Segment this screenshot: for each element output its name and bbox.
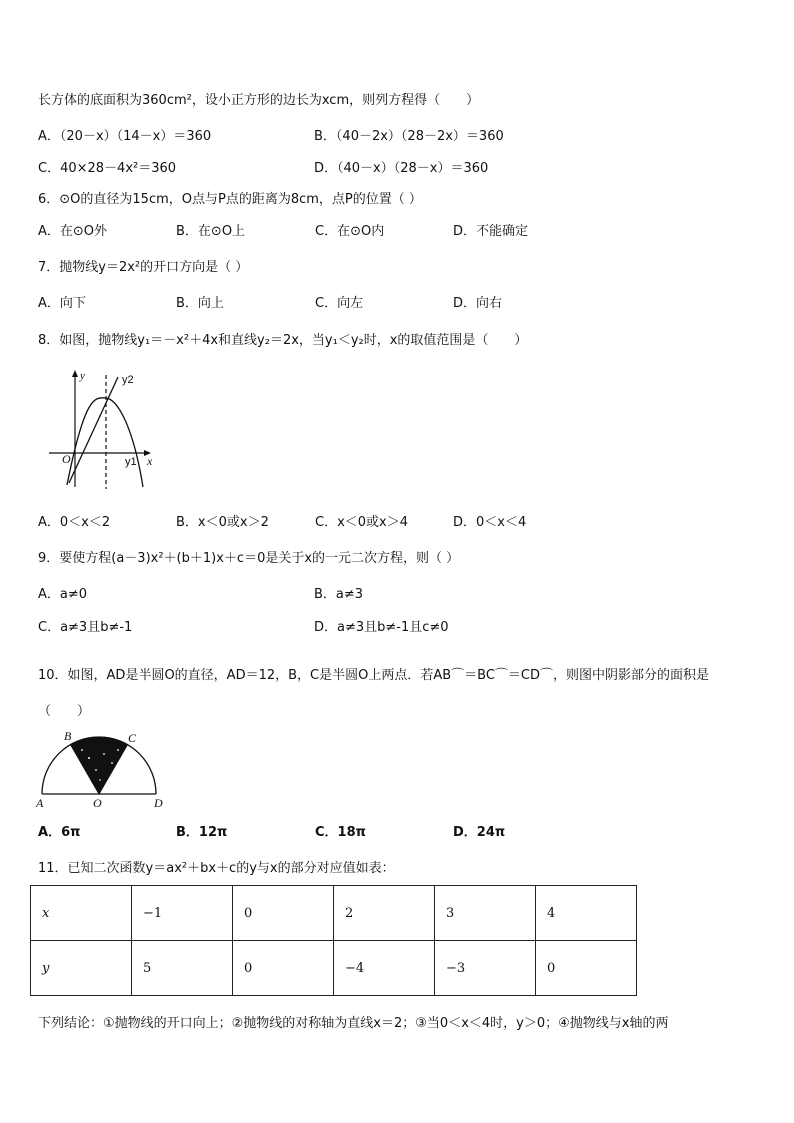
table-cell: 0 [233, 886, 334, 941]
q9-option-a[interactable]: A．a≠0 [38, 587, 88, 602]
q5-option-d[interactable]: D．（40－x）（28－x）＝360 [314, 161, 489, 176]
q7-option-a[interactable]: A．向下 [38, 296, 86, 311]
q10-label-a: A [36, 796, 44, 810]
q10-option-b[interactable]: B．12π [176, 825, 228, 840]
q10-stem-tail: （ ） [38, 704, 91, 719]
q7-stem: 7．抛物线y＝2x²的开口方向是（ ） [38, 260, 249, 275]
q10-shaded-sector [71, 737, 128, 794]
q8-stem: 8．如图，抛物线y₁＝－x²＋4x和直线y₂＝2x，当y₁＜y₂时，x的取值范围是（ ） [38, 333, 528, 348]
q6-option-b[interactable]: B．在⊙O上 [176, 224, 246, 239]
table-row [31, 941, 637, 996]
table-cell: 3 [435, 886, 536, 941]
q8-option-a[interactable]: A．0＜x＜2 [38, 515, 111, 530]
table-cell: 2 [334, 886, 435, 941]
q6-option-a[interactable]: A．在⊙O外 [38, 224, 108, 239]
q10-option-a[interactable]: A．6π [38, 825, 81, 840]
q10-label-b: B [64, 729, 72, 743]
table-cell: 4 [536, 886, 637, 941]
q10-option-d[interactable]: D．24π [453, 825, 506, 840]
q8-y-axis-arrow [72, 370, 78, 377]
q5-stem: 长方体的底面积为360cm²，设小正方形的边长为xcm，则列方程得（ ） [38, 93, 480, 108]
table-cell: −1 [132, 886, 233, 941]
q9-option-d[interactable]: D．a≠3且b≠-1且c≠0 [314, 620, 449, 635]
table-cell: 5 [132, 941, 233, 996]
q8-option-c[interactable]: C．x＜0或x＞4 [315, 515, 409, 530]
q10-semicircle-figure [34, 728, 174, 810]
q8-x-axis-label: x [147, 454, 153, 468]
q6-option-d[interactable]: D．不能确定 [453, 224, 529, 239]
q9-option-c[interactable]: C．a≠3且b≠-1 [38, 620, 133, 635]
q10-label-c: C [128, 731, 137, 745]
table-header-x: x [31, 886, 132, 941]
q6-stem: 6．⊙O的直径为15cm，O点与P点的距离为8cm，点P的位置（ ） [38, 192, 422, 207]
table-row [31, 886, 637, 941]
q8-graph-figure [45, 365, 165, 495]
q8-origin-label: O [62, 452, 71, 466]
table-header-y: y [31, 941, 132, 996]
q8-option-d[interactable]: D．0＜x＜4 [453, 515, 527, 530]
q8-parabola-label: y1 [125, 456, 137, 468]
q8-y-axis-label: y [80, 370, 85, 382]
q11-conclusions: 下列结论：①抛物线的开口向上；②抛物线的对称轴为直线x＝2；③当0＜x＜4时，y＞0；④抛物线与x轴的两 [38, 1016, 669, 1031]
q8-option-b[interactable]: B．x＜0或x＞2 [176, 515, 269, 530]
q10-label-d: D [154, 796, 163, 810]
table-cell: 0 [536, 941, 637, 996]
q5-option-b[interactable]: B．（40－2x）（28－2x）＝360 [314, 129, 504, 144]
q5-option-a[interactable]: A．（20－x）（14－x）＝360 [38, 129, 212, 144]
q10-label-o: O [93, 796, 102, 810]
q9-stem: 9．要使方程(a－3)x²＋(b＋1)x＋c＝0是关于x的一元二次方程，则（ ） [38, 551, 460, 566]
table-cell: 0 [233, 941, 334, 996]
q10-option-c[interactable]: C．18π [315, 825, 366, 840]
q10-stem: 10．如图，AD是半圆O的直径，AD＝12，B，C是半圆O上两点．若AB⌒＝BC⌒＝CD⌒，则图中阴影部分的面积是 [38, 668, 710, 683]
table-cell: −3 [435, 941, 536, 996]
q11-stem: 11．已知二次函数y＝ax²＋bx＋c的y与x的部分对应值如表： [38, 861, 395, 876]
table-cell: −4 [334, 941, 435, 996]
q8-parabola-y1 [67, 398, 143, 487]
q8-line-label: y2 [122, 374, 134, 386]
q9-option-b[interactable]: B．a≠3 [314, 587, 364, 602]
q11-value-table [30, 885, 637, 996]
q5-option-c[interactable]: C．40×28－4x²＝360 [38, 161, 177, 176]
q7-option-b[interactable]: B．向上 [176, 296, 224, 311]
q6-option-c[interactable]: C．在⊙O内 [315, 224, 385, 239]
q8-line-y2 [69, 377, 118, 483]
q7-option-c[interactable]: C．向左 [315, 296, 364, 311]
q7-option-d[interactable]: D．向右 [453, 296, 503, 311]
